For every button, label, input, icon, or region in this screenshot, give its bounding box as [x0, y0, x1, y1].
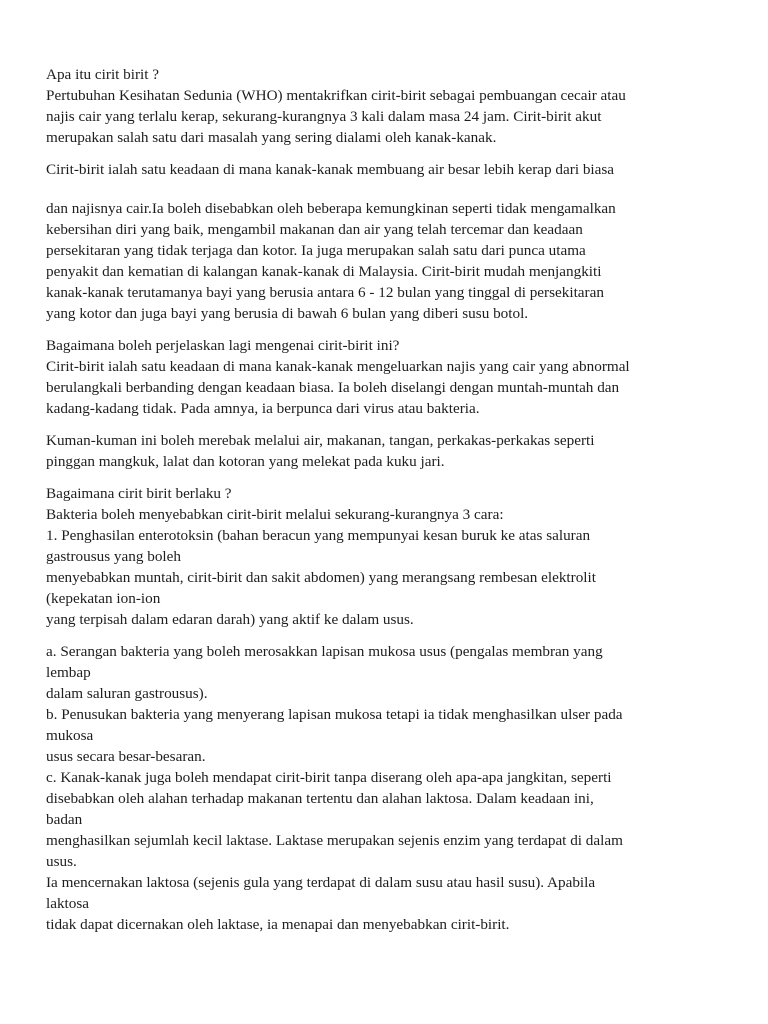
document-body	[46, 64, 736, 935]
paragraph-line: merupakan salah satu dari masalah yang sering dialami oleh kanak-kanak.	[46, 129, 497, 146]
paragraph-line: laktosa	[46, 895, 90, 912]
paragraph-line: pinggan mangkuk, lalat dan kotoran yang melekat pada kuku jari.	[46, 453, 445, 470]
paragraph-line: menyebabkan muntah, cirit-birit dan sakit abdomen) yang merangsang rembesan elektrolit	[46, 569, 596, 586]
paragraph-line: mukosa	[46, 727, 94, 744]
paragraph-line: Bagaimana cirit birit berlaku ?	[46, 485, 232, 502]
paragraph-line: persekitaran yang tidak terjaga dan kotor. Ia juga merupakan salah satu dari punca utama	[46, 242, 586, 259]
paragraph-further-explanation	[46, 335, 736, 419]
paragraph-line: dan najisnya cair.Ia boleh disebabkan oleh beberapa kemungkinan seperti tidak mengamalkan	[46, 200, 616, 217]
paragraph-line: menghasilkan sejumlah kecil laktase. Laktase merupakan sejenis enzim yang terdapat di dalam	[46, 832, 623, 849]
paragraph-line: usus secara besar-besaran.	[46, 748, 206, 765]
paragraph-line: kadang-kadang tidak. Pada amnya, ia berpunca dari virus atau bakteria.	[46, 400, 480, 417]
paragraph-line: Kuman-kuman ini boleh merebak melalui air, makanan, tangan, perkakas-perkakas seperti	[46, 432, 595, 449]
paragraph-line: 1. Penghasilan enterotoksin (bahan beracun yang mempunyai kesan buruk ke atas saluran	[46, 527, 591, 544]
paragraph-line: tidak dapat dicernakan oleh laktase, ia menapai dan menyebabkan cirit-birit.	[46, 916, 510, 933]
paragraph-line: kebersihan diri yang baik, mengambil makanan dan air yang telah tercemar dan keadaan	[46, 221, 583, 238]
paragraph-line: lembap	[46, 664, 91, 681]
paragraph-line: yang terpisah dalam edaran darah) yang aktif ke dalam usus.	[46, 611, 414, 628]
paragraph-line: Bakteria boleh menyebabkan cirit-birit melalui sekurang-kurangnya 3 cara:	[46, 506, 504, 523]
paragraph-line: Cirit-birit ialah satu keadaan di mana kanak-kanak mengeluarkan najis yang cair yang abnormal	[46, 358, 630, 375]
paragraph-line: najis cair yang terlalu kerap, sekurang-kurangnya 3 kali dalam masa 24 jam. Cirit-birit akut	[46, 108, 602, 125]
paragraph-line: gastrousus yang boleh	[46, 548, 181, 565]
paragraph-line: Bagaimana boleh perjelaskan lagi mengenai cirit-birit ini?	[46, 337, 400, 354]
paragraph-line: c. Kanak-kanak juga boleh mendapat cirit-birit tanpa diserang oleh apa-apa jangkitan, seperti	[46, 769, 612, 786]
paragraph-mechanisms	[46, 641, 736, 935]
paragraph-line: yang kotor dan juga bayi yang berusia di bawah 6 bulan yang diberi susu botol.	[46, 305, 529, 322]
paragraph-line: berulangkali berbanding dengan keadaan biasa. Ia boleh diselangi dengan muntah-muntah dan	[46, 379, 620, 396]
paragraph-line: (kepekatan ion-ion	[46, 590, 161, 607]
paragraph-line: Pertubuhan Kesihatan Sedunia (WHO) mentakrifkan cirit-birit sebagai pembuangan cecair atau	[46, 87, 626, 104]
paragraph-line: a. Serangan bakteria yang boleh merosakkan lapisan mukosa usus (pengalas membran yang	[46, 643, 603, 660]
paragraph-germ-spread	[46, 430, 736, 472]
paragraph-causes	[46, 198, 736, 324]
paragraph-line: usus.	[46, 853, 77, 870]
paragraph-how-it-happens	[46, 483, 736, 630]
paragraph-what-is-diarrhea	[46, 64, 736, 148]
paragraph-line: penyakit dan kematian di kalangan kanak-kanak di Malaysia. Cirit-birit mudah menjangkiti	[46, 263, 602, 280]
paragraph-line: badan	[46, 811, 83, 828]
paragraph-line: Apa itu cirit birit ?	[46, 66, 160, 83]
paragraph-line: b. Penusukan bakteria yang menyerang lapisan mukosa tetapi ia tidak menghasilkan ulser pada	[46, 706, 623, 723]
paragraph-line: Cirit-birit ialah satu keadaan di mana kanak-kanak membuang air besar lebih kerap dari biasa	[46, 161, 615, 178]
paragraph-line: kanak-kanak terutamanya bayi yang berusia antara 6 - 12 bulan yang tinggal di persekitaran	[46, 284, 604, 301]
paragraph-line: disebabkan oleh alahan terhadap makanan tertentu dan alahan laktosa. Dalam keadaan ini,	[46, 790, 594, 807]
paragraph-line: dalam saluran gastrousus).	[46, 685, 208, 702]
paragraph-line: Ia mencernakan laktosa (sejenis gula yang terdapat di dalam susu atau hasil susu). Apabila	[46, 874, 596, 891]
paragraph-definition	[46, 159, 736, 180]
